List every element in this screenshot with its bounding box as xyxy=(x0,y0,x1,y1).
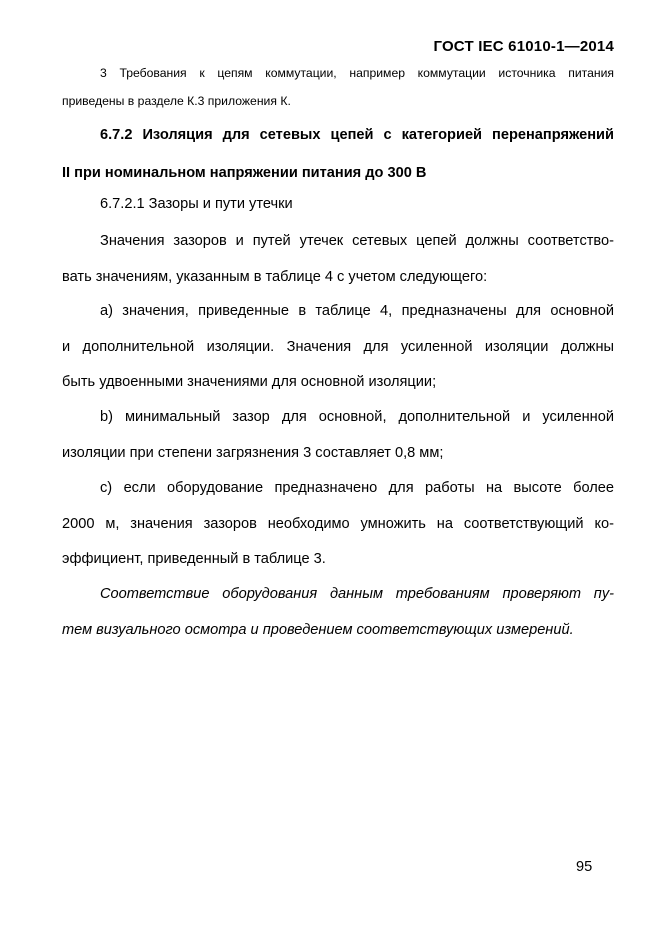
paragraph-line: Соответствие оборудования данным требованиям проверяют пу- xyxy=(100,586,614,602)
section-heading xyxy=(62,116,614,192)
paragraph-line: и дополнительной изоляции. Значения для усиленной изоляции должны xyxy=(62,338,614,355)
paragraph-line: эффициент, приведенный в таблице 3. xyxy=(62,551,326,567)
paragraph-line: 2000 м, значения зазоров необходимо умножить на соответствующий ко- xyxy=(62,515,614,532)
paragraph-line: Значения зазоров и путей утечек сетевых цепей должны соответство- xyxy=(100,233,614,249)
section-heading-line: II при номинальном напряжении питания до 300 В xyxy=(62,165,427,181)
section-heading-line: 6.7.2 Изоляция для сетевых цепей с категорией перенапряжений xyxy=(100,127,614,143)
paragraph-line: с) если оборудование предназначено для работы на высоте более xyxy=(100,480,614,496)
paragraph-line: b) минимальный зазор для основной, дополнительной и усиленной xyxy=(100,409,614,425)
document-code: ГОСТ IEC 61010-1—2014 xyxy=(433,38,614,55)
note-paragraph xyxy=(62,59,614,115)
paragraph-line: быть удвоенными значениями для основной изоляции; xyxy=(62,374,437,390)
paragraph-line: а) значения, приведенные в таблице 4, предназначены для основной xyxy=(100,303,614,319)
compliance-paragraph xyxy=(62,577,614,648)
list-item-b xyxy=(62,400,614,471)
note-line: приведены в разделе К.3 приложения К. xyxy=(62,94,291,108)
intro-paragraph xyxy=(62,224,614,295)
paragraph-line: вать значениям, указанным в таблице 4 с учетом следующего: xyxy=(62,268,488,285)
paragraph-line: изоляции при степени загрязнения 3 составляет 0,8 мм; xyxy=(62,444,444,461)
paragraph-line: тем визуального осмотра и проведением соответствующих измерений. xyxy=(62,621,574,638)
subsection-heading: 6.7.2.1 Зазоры и пути утечки xyxy=(100,196,293,212)
note-line: 3 Требования к цепям коммутации, например коммутации источника питания xyxy=(100,66,614,80)
page-number: 95 xyxy=(576,859,593,875)
list-item-a xyxy=(62,294,614,401)
list-item-c xyxy=(62,471,614,578)
